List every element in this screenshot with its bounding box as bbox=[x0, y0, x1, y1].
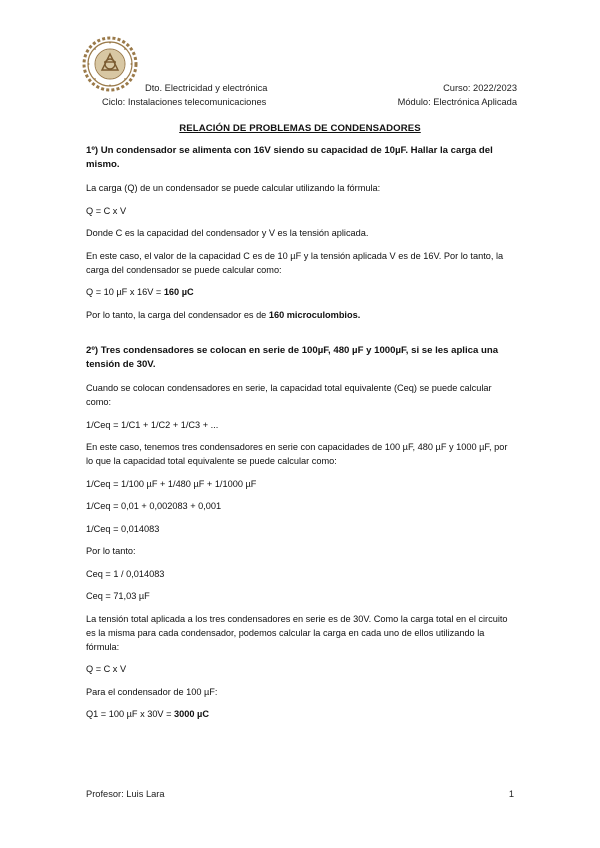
calc-result: 160 µC bbox=[163, 287, 194, 297]
paragraph: En este caso, tenemos tres condensadores en serie con capacidades de 100 µF, 480 µF y 1000 µF, por lo que la capacidad total equivalente se puede calcular como: bbox=[86, 442, 508, 466]
calc-text: Q1 = 100 µF x 30V = bbox=[86, 709, 175, 719]
formula: Q = C x V bbox=[86, 205, 127, 216]
problem-1-question: 1º) Un condensador se alimenta con 16V siendo su capacidad de 10µF. Hallar la carga del mismo. bbox=[86, 145, 493, 170]
calc-result: 3000 µC bbox=[174, 709, 209, 719]
problem-2-question: 2º) Tres condensadores se colocan en serie de 100µF, 480 µF y 1000µF, si se les aplica una tensión de 30V. bbox=[86, 345, 499, 370]
conclusion-bold: 160 microculombios. bbox=[268, 309, 361, 320]
calculation bbox=[86, 707, 516, 721]
formula: 1/Ceq = 1/100 µF + 1/480 µF + 1/1000 µF bbox=[86, 478, 257, 489]
paragraph: Cuando se colocan condensadores en serie, la capacidad total equivalente (Ceq) se puede calcular como: bbox=[86, 383, 492, 407]
document-title: RELACIÓN DE PROBLEMAS DE CONDENSADORES bbox=[179, 123, 421, 134]
page-number: 1 bbox=[508, 789, 514, 799]
formula: Q = C x V bbox=[86, 664, 127, 674]
calc-text: Q = 10 µF x 16V = bbox=[86, 287, 164, 297]
school-seal-logo bbox=[82, 36, 138, 92]
formula: Ceq = 71,03 µF bbox=[86, 591, 150, 601]
document-body bbox=[86, 144, 516, 730]
department-label: Dto. Electricidad y electrónica bbox=[145, 83, 268, 93]
paragraph: La tensión total aplicada a los tres condensadores en serie es de 30V. Como la carga total en el circuito es la misma para cada condensador, podemos calcular la carga en cada uno de ellos utilizando la fórmula: bbox=[86, 613, 508, 652]
formula: 1/Ceq = 0,014083 bbox=[86, 523, 160, 534]
module-label: Módulo: Electrónica Aplicada bbox=[397, 97, 517, 107]
professor-name: Profesor: Luis Lara bbox=[86, 789, 165, 799]
paragraph: En este caso, el valor de la capacidad C es de 10 µF y la tensión aplicada V es de 16V. Por lo tanto, la carga del condensador se puede calcular como: bbox=[86, 250, 504, 275]
cycle-label: Ciclo: Instalaciones telecomunicaciones bbox=[102, 97, 267, 107]
paragraph: Donde C es la capacidad del condensador y V es la tensión aplicada. bbox=[86, 228, 369, 238]
conclusion bbox=[86, 308, 516, 322]
paragraph: Por lo tanto: bbox=[86, 546, 136, 556]
calculation bbox=[86, 285, 516, 299]
conclusion-text: Por lo tanto, la carga del condensador es de bbox=[86, 309, 269, 320]
paragraph: La carga (Q) de un condensador se puede calcular utilizando la fórmula: bbox=[86, 183, 381, 193]
formula: Ceq = 1 / 0,014083 bbox=[86, 568, 165, 579]
paragraph: Para el condensador de 100 µF: bbox=[86, 686, 218, 697]
formula: 1/Ceq = 1/C1 + 1/C2 + 1/C3 + ... bbox=[86, 419, 219, 430]
formula: 1/Ceq = 0,01 + 0,002083 + 0,001 bbox=[86, 501, 222, 511]
course-label: Curso: 2022/2023 bbox=[443, 83, 517, 93]
